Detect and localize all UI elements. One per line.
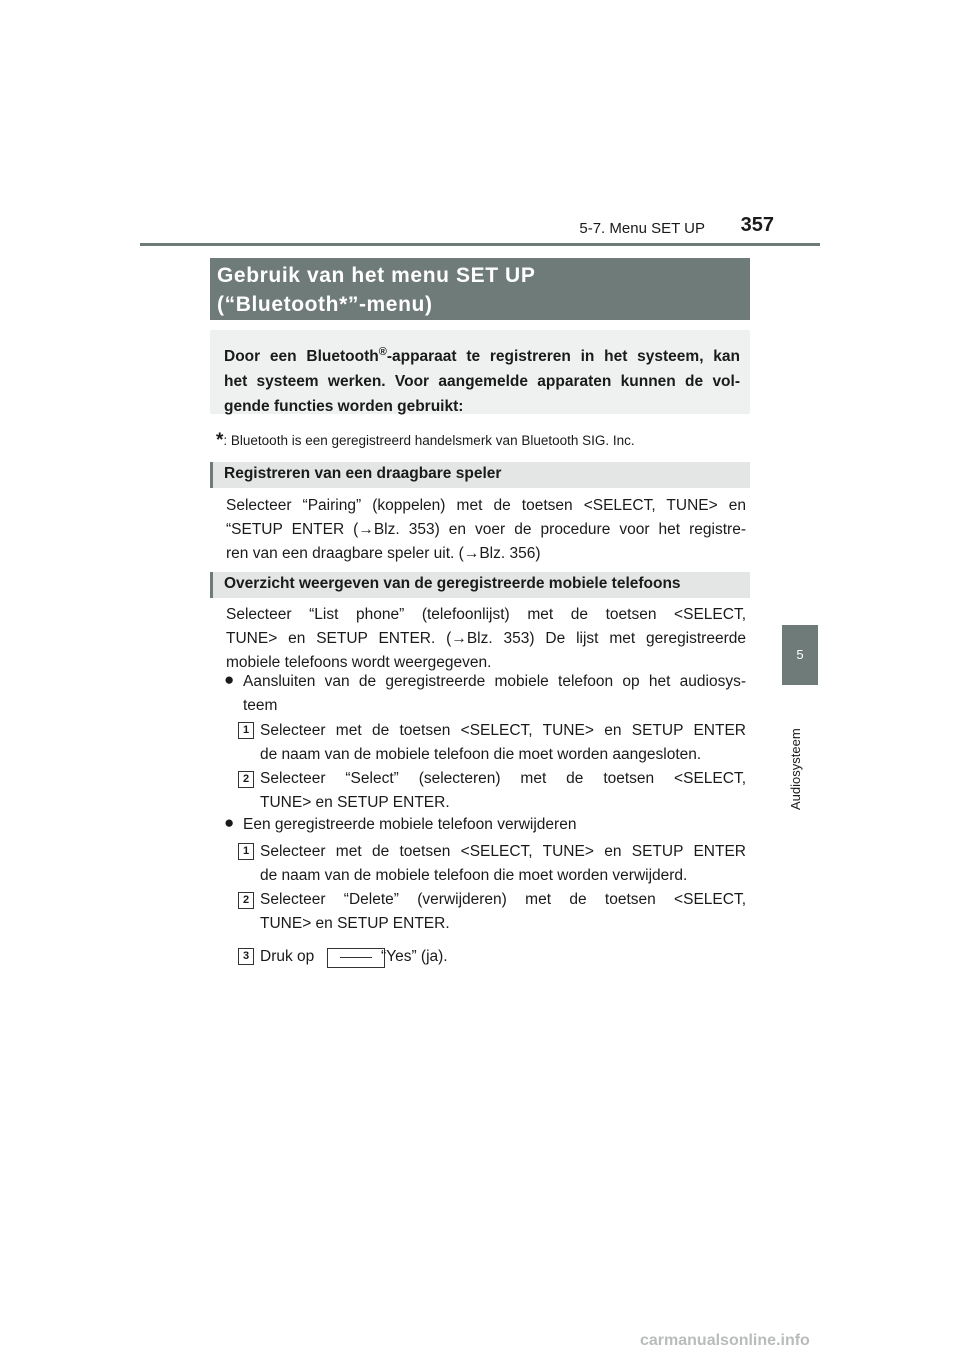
delete-step-2-line1: Selecteer “Delete” (verwijderen) met de toetsen <SELECT, — [260, 891, 746, 908]
bullet-connect — [243, 670, 746, 718]
button-icon — [327, 948, 385, 968]
intro-line1 — [224, 340, 740, 369]
chapter-label — [772, 690, 818, 810]
step-number-badge: 1 — [238, 843, 254, 860]
delete-step-1-line1: Selecteer met de toetsen <SELECT, TUNE> en SETUP ENTER — [260, 843, 746, 860]
step-number-badge: 1 — [238, 722, 254, 739]
list-line3: mobiele telefoons wordt weergegeven. — [226, 654, 492, 671]
connect-step-1-line2: de naam van de mobiele telefoon die moet worden aangesloten. — [260, 746, 702, 763]
delete-step-1 — [260, 840, 746, 888]
intro-box — [210, 330, 750, 414]
section-heading-register: Registreren van een draagbare speler — [210, 462, 750, 488]
bullet-delete-line1: Een geregistreerde mobiele telefoon verwijderen — [243, 816, 577, 833]
page-title — [210, 258, 750, 320]
intro-line3: gende functies worden gebruikt: — [224, 398, 464, 416]
page-title-line1: Gebruik van het menu SET UP — [217, 264, 536, 287]
watermark: carmanualsonline.info — [640, 1332, 810, 1349]
footnote-star: * — [216, 430, 224, 451]
bullet-connect-line2: teem — [243, 697, 278, 714]
delete-step-3-text-before: Druk op — [260, 948, 315, 965]
connect-step-2 — [260, 767, 746, 815]
chapter-tab: 5 — [782, 625, 818, 685]
step-number-badge: 2 — [238, 892, 254, 909]
page-title-line2: (“Bluetooth*”-menu) — [217, 293, 433, 316]
intro-text-a: Door een Bluetooth — [224, 348, 379, 366]
step-number-badge: 2 — [238, 771, 254, 788]
section-list-body — [226, 603, 746, 675]
registered-mark: ® — [378, 346, 387, 358]
connect-step-2-line1: Selecteer “Select” (selecteren) met de toetsen <SELECT, — [260, 770, 746, 787]
section-register-body — [226, 494, 746, 566]
header-rule — [140, 243, 820, 246]
delete-step-2 — [260, 888, 746, 936]
section-label: 5-7. Menu SET UP — [579, 220, 705, 237]
intro-text-b: -apparaat te registreren in het systeem, kan — [386, 348, 740, 366]
connect-step-1-line1: Selecteer met de toetsen <SELECT, TUNE> en SETUP ENTER — [260, 722, 746, 739]
intro-line2: het systeem werken. Voor aangemelde apparaten kunnen de vol- — [224, 373, 740, 391]
footnote-text: : Bluetooth is een geregistreerd handelsmerk van Bluetooth SIG. Inc. — [223, 433, 635, 448]
bullet-icon: ● — [224, 813, 235, 832]
connect-step-2-line2: TUNE> en SETUP ENTER. — [260, 794, 450, 811]
connect-step-1 — [260, 719, 746, 767]
list-line1: Selecteer “List phone” (telefoonlijst) met de toetsen <SELECT, — [226, 606, 746, 623]
delete-step-1-line2: de naam van de mobiele telefoon die moet worden verwijderd. — [260, 867, 688, 884]
register-line2: “SETUP ENTER (→Blz. 353) en voer de procedure voor het registre- — [226, 521, 746, 538]
register-line1: Selecteer “Pairing” (koppelen) met de toetsen <SELECT, TUNE> en — [226, 497, 746, 514]
chapter-label-text: Audiosysteem — [788, 728, 803, 810]
list-line2: TUNE> en SETUP ENTER. (→Blz. 353) De lijst met geregistreerde — [226, 630, 746, 647]
step-number-badge: 3 — [238, 948, 254, 965]
footnote — [216, 430, 635, 452]
bullet-icon: ● — [224, 670, 235, 689]
register-line3: ren van een draagbare speler uit. (→Blz. 356) — [226, 545, 541, 562]
page-number: 357 — [740, 214, 774, 236]
section-heading-list: Overzicht weergeven van de geregistreerde mobiele telefoons — [210, 572, 750, 598]
bullet-connect-line1: Aansluiten van de geregistreerde mobiele telefoon op het audiosys- — [243, 673, 746, 690]
bullet-delete — [243, 813, 746, 837]
delete-step-2-line2: TUNE> en SETUP ENTER. — [260, 915, 450, 932]
delete-step-3-text-after: “Yes” (ja). — [381, 948, 448, 965]
